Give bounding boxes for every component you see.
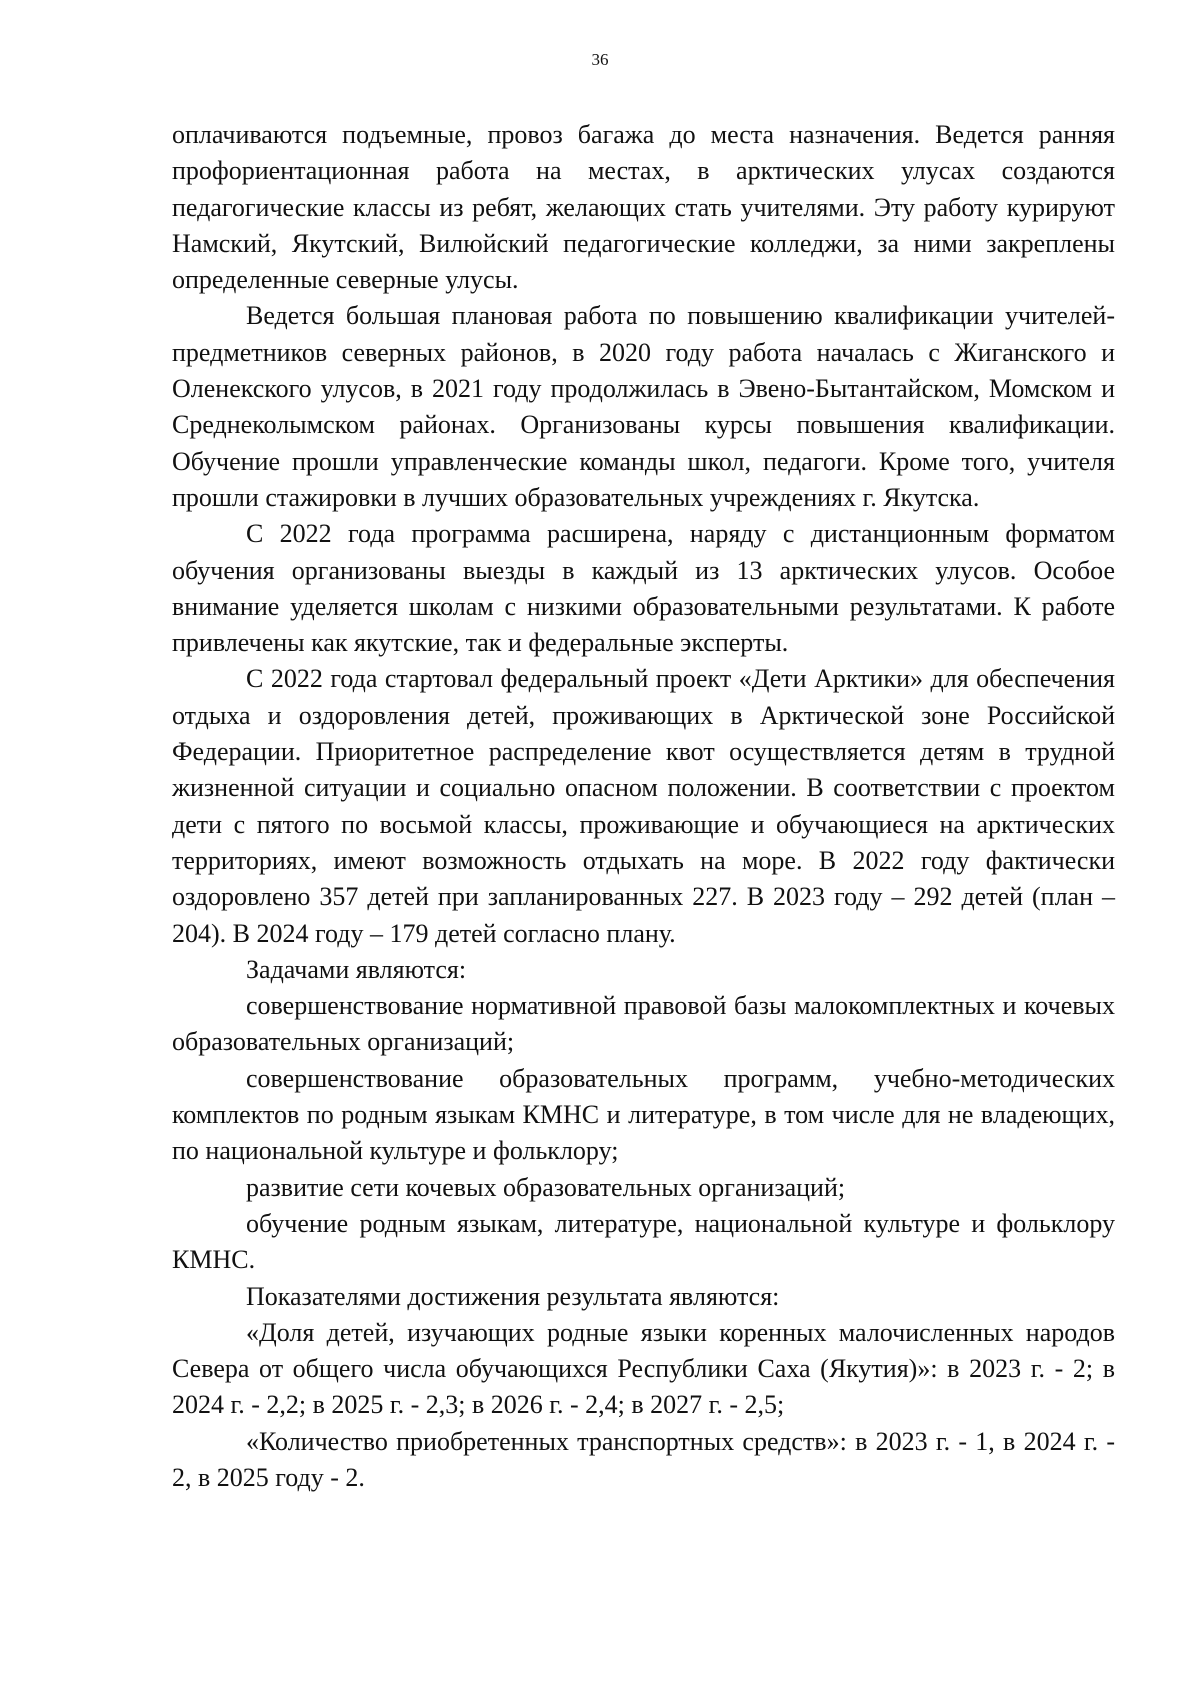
task-item-nomadic-network: развитие сети кочевых образовательных организаций; xyxy=(246,1172,846,1202)
indicator-item-vehicles: «Количество приобретенных транспортных средств»: в 2023 г. - 1, в 2024 г. - 2, в 2025 году - 2. xyxy=(172,1426,1115,1492)
paragraph-qualification-work: Ведется большая плановая работа по повышению квалификации учителей-предметников северных районов, в 2020 году работа началась с Жиганского и Оленекского улусов, в 2021 году продолжилась в Эвено-Бытантайском, Момском и Среднеколымском районах. Организованы курсы повышения квалификации. Обучение прошли управленческие команды школ, педагоги. Кроме того, учителя прошли стажировки в лучших образовательных учреждениях г. Якутска. xyxy=(172,301,1115,512)
paragraph-continuation: оплачиваются подъемные, провоз багажа до места назначения. Ведется ранняя профориентационная работа на местах, в арктических улусах создаются педагогические классы из ребят, желающих стать учителями. Эту работу курируют Намский, Якутский, Вилюйский педагогические колледжи, за ними закреплены определенные северные улусы. xyxy=(172,120,1115,295)
document-body xyxy=(172,117,1115,1496)
paragraph-children-of-arctic: С 2022 года стартовал федеральный проект «Дети Арктики» для обеспечения отдыха и оздоровления детей, проживающих в Арктической зоне Российской Федерации. Приоритетное распределение квот осуществляется детям в трудной жизненной ситуации и социально опасном положении. В соответствии с проектом дети с пятого по восьмой классы, проживающие и обучающиеся на арктических территориях, имеют возможность отдыхать на море. В 2022 году фактически оздоровлено 357 детей при запланированных 227. В 2023 году – 292 детей (план – 204). В 2024 году – 179 детей согласно плану. xyxy=(172,664,1115,948)
task-item-educational-programs: совершенствование образовательных программ, учебно-методических комплектов по родным языкам КМНС и литературе, в том числе для не владеющих, по национальной культуре и фольклору; xyxy=(172,1063,1115,1166)
paragraph-tasks-heading: Задачами являются: xyxy=(246,954,467,984)
task-item-regulatory-base: совершенствование нормативной правовой базы малокомплектных и кочевых образовательных организаций; xyxy=(172,991,1115,1057)
page-number: 36 xyxy=(591,50,609,69)
paragraph-program-expansion: С 2022 года программа расширена, наряду с дистанционным форматом обучения организованы выезды в каждый из 13 арктических улусов. Особое внимание уделяется школам с низкими образовательными результатами. К работе привлечены как якутские, так и федеральные эксперты. xyxy=(172,519,1115,658)
paragraph-indicators-heading: Показателями достижения результата являются: xyxy=(246,1281,780,1311)
indicator-item-native-language-share: «Доля детей, изучающих родные языки коренных малочисленных народов Севера от общего числа обучающихся Республики Саха (Якутия)»: в 2023 г. - 2; в 2024 г. - 2,2; в 2025 г. - 2,3; в 2026 г. - 2,4; в 2027 г. - 2,5; xyxy=(172,1317,1115,1420)
task-item-native-languages: обучение родным языкам, литературе, национальной культуре и фольклору КМНС. xyxy=(172,1208,1115,1275)
